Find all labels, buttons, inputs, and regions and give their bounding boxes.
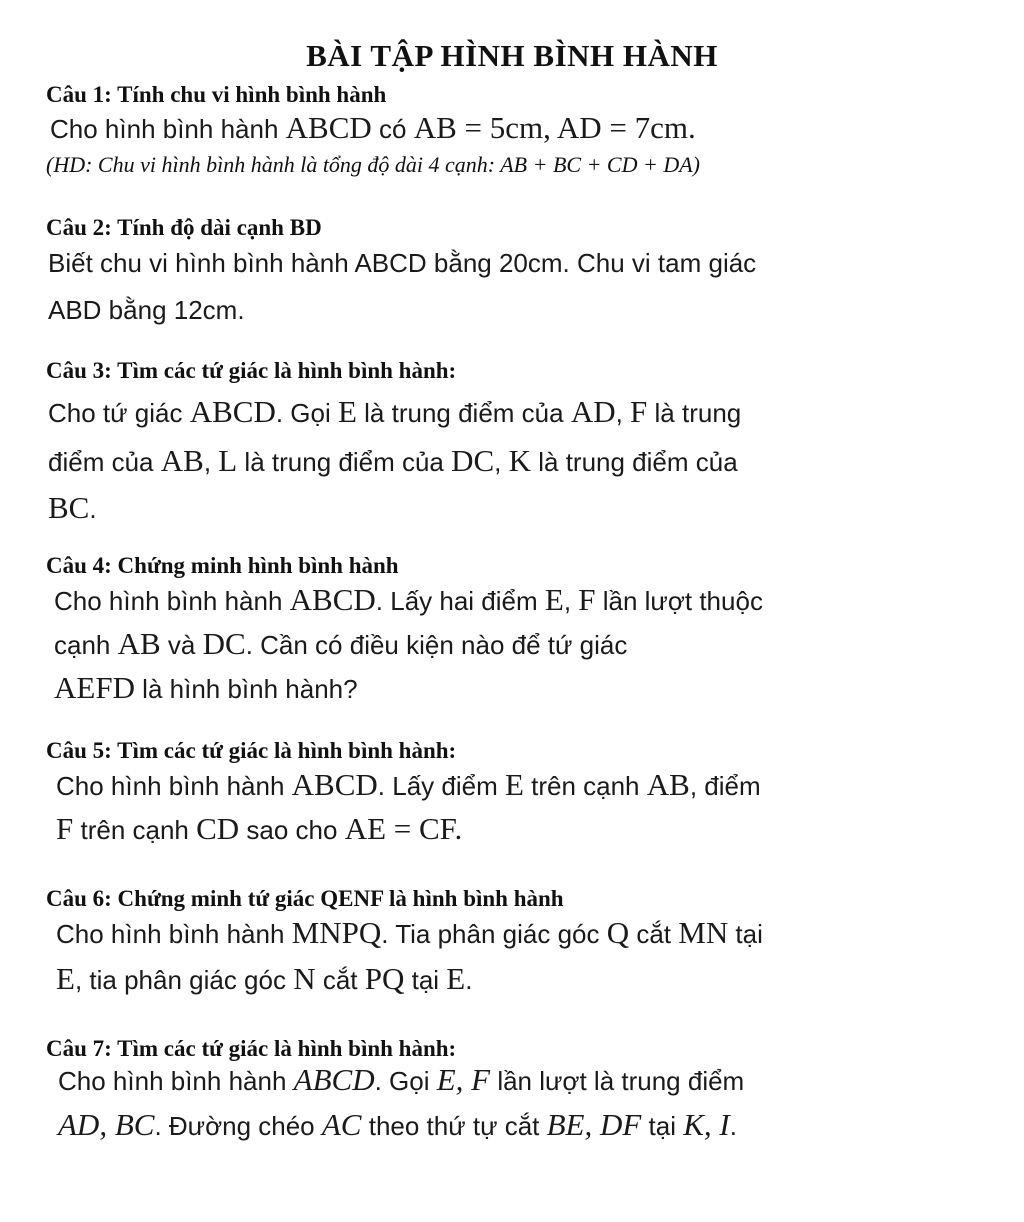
math-expression: L — [218, 443, 238, 478]
text-segment: . — [465, 965, 473, 995]
question-text-line — [54, 582, 763, 618]
math-expression: F — [578, 582, 596, 617]
question-heading: Câu 5: Tìm các tứ giác là hình bình hành: — [46, 738, 457, 763]
text-segment: cắt — [629, 919, 679, 949]
math-expression: MN — [678, 915, 729, 950]
text-segment: . Lấy điểm — [377, 771, 505, 801]
math-expression: ABCD — [291, 767, 378, 802]
text-segment: Cho tứ giác — [48, 398, 190, 428]
math-expression: F — [630, 394, 648, 429]
math-expression: AD — [570, 394, 616, 429]
math-expression: CD — [196, 811, 240, 846]
math-expression: E — [56, 961, 75, 996]
text-segment: lần lượt thuộc — [595, 586, 763, 616]
text-segment: là trung điểm của — [531, 447, 738, 477]
question-hint: (HD: Chu vi hình bình hành là tổng độ dài 4 cạnh: AB + BC + CD + DA) — [46, 152, 700, 177]
text-segment: , — [203, 447, 219, 477]
page-title: BÀI TẬP HÌNH BÌNH HÀNH — [306, 38, 718, 73]
text-segment: Biết chu vi hình bình hành ABCD bằng 20cm. Chu vi tam giác — [48, 248, 757, 278]
question-heading: Câu 4: Chứng minh hình bình hành — [46, 553, 399, 578]
question-text-line — [48, 443, 738, 479]
math-expression: AC — [321, 1107, 362, 1142]
math-expression: AB = 5cm, AD = 7cm. — [413, 110, 696, 145]
text-segment: trên cạnh — [73, 815, 197, 845]
text-segment: , — [615, 398, 631, 428]
text-segment: . Gọi — [275, 398, 338, 428]
text-segment: , — [494, 447, 509, 477]
text-segment: . Cần có điều kiện nào để tứ giác — [245, 630, 628, 660]
text-segment: lần lượt là trung điểm — [490, 1066, 745, 1096]
text-segment: Cho hình bình hành — [58, 1066, 294, 1096]
math-expression: AEFD — [54, 670, 135, 705]
math-expression: E — [544, 582, 564, 617]
math-expression: AE = CF. — [344, 811, 463, 846]
question-text-line — [50, 110, 696, 146]
question-text-line — [48, 295, 245, 326]
math-expression: ABCD — [189, 394, 276, 429]
text-segment: , điểm — [689, 771, 761, 801]
math-expression: E — [504, 767, 524, 802]
text-segment: cạnh — [54, 630, 118, 660]
text-segment: Cho hình bình hành — [54, 586, 290, 616]
text-segment: tại — [404, 965, 447, 995]
text-segment: , tia phân giác góc — [74, 965, 294, 995]
text-segment: . Lấy hai điểm — [375, 586, 545, 616]
text-segment: theo thứ tự cắt — [361, 1111, 547, 1141]
math-expression: AB — [646, 767, 690, 802]
text-segment: sao cho — [239, 815, 345, 845]
question-text-line — [48, 394, 741, 430]
math-expression: AB — [160, 443, 204, 478]
math-expression: K — [508, 443, 532, 478]
text-segment: . Đường chéo — [154, 1111, 322, 1141]
question-text-line — [58, 1107, 737, 1143]
question-text-line — [56, 811, 462, 847]
math-expression: F — [56, 811, 74, 846]
text-segment: và — [160, 630, 203, 660]
text-segment: là hình bình hành? — [134, 674, 358, 704]
text-segment: Cho hình bình hành — [50, 114, 286, 144]
math-expression: PQ — [364, 961, 405, 996]
math-expression: DC — [202, 626, 246, 661]
question-heading: Câu 3: Tìm các tứ giác là hình bình hành: — [46, 358, 457, 383]
math-expression: E — [446, 961, 466, 996]
math-expression: MNPQ — [291, 915, 382, 950]
math-expression: ABCD — [293, 1062, 375, 1097]
text-segment: cắt — [315, 965, 365, 995]
text-segment: . — [729, 1111, 737, 1141]
question-heading: Câu 6: Chứng minh tứ giác QENF là hình bình hành — [46, 886, 564, 911]
question-text-line — [56, 767, 761, 803]
math-expression: K, I — [683, 1107, 730, 1142]
question-text-line — [48, 490, 97, 526]
math-expression: Q — [606, 915, 630, 950]
question-heading: Câu 2: Tính độ dài cạnh BD — [46, 215, 322, 240]
text-segment: . Gọi — [374, 1066, 437, 1096]
question-heading: Câu 1: Tính chu vi hình bình hành — [46, 82, 387, 107]
question-text-line — [54, 626, 627, 662]
question-heading: Câu 7: Tìm các tứ giác là hình bình hành: — [46, 1036, 457, 1061]
question-text-line — [56, 915, 763, 951]
text-segment: Cho hình bình hành — [56, 771, 292, 801]
math-expression: BC — [48, 490, 90, 525]
math-expression: AB — [117, 626, 161, 661]
question-text-line — [56, 961, 472, 997]
text-segment: điểm của — [48, 447, 161, 477]
text-segment: . — [89, 494, 97, 524]
math-expression: ABCD — [285, 110, 372, 145]
question-text-line — [54, 670, 358, 706]
question-text-line — [58, 1062, 744, 1098]
math-expression: E, F — [436, 1062, 491, 1097]
text-segment: là trung — [647, 398, 742, 428]
math-expression: N — [293, 961, 316, 996]
text-segment: là trung điểm của — [356, 398, 571, 428]
text-segment: có — [371, 114, 414, 144]
text-segment: Cho hình bình hành — [56, 919, 292, 949]
text-segment: là trung điểm của — [237, 447, 452, 477]
math-expression: AD, BC — [58, 1107, 155, 1142]
text-segment: trên cạnh — [523, 771, 647, 801]
text-segment: tại — [728, 919, 763, 949]
text-segment: ABD bằng 12cm. — [48, 295, 245, 325]
math-expression: E — [337, 394, 357, 429]
text-segment: , — [563, 586, 579, 616]
math-expression: BE, DF — [546, 1107, 642, 1142]
question-text-line — [48, 248, 756, 279]
text-segment: tại — [641, 1111, 684, 1141]
math-expression: DC — [451, 443, 495, 478]
math-expression: ABCD — [289, 582, 376, 617]
text-segment: . Tia phân giác góc — [381, 919, 607, 949]
